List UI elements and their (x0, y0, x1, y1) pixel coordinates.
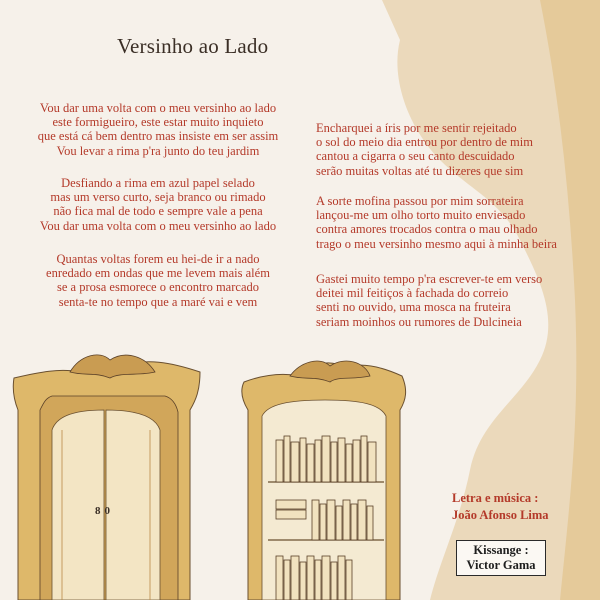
bookcase-illustration (242, 361, 406, 600)
stanza-right-2 (316, 194, 557, 251)
stanza-left-1 (16, 101, 300, 158)
verse-line: A sorte mofina passou por mim sorrateira (316, 194, 524, 208)
verse-line: deitei mil feitiços à fachada do correio (316, 286, 509, 301)
stanza-right-3 (316, 272, 542, 329)
verse-line: seriam moinhos ou rumores de Dulcineia (316, 314, 522, 329)
verse-line: este formigueiro, este estar muito inquieto (52, 115, 264, 130)
kissange-name: Victor Gama (466, 558, 536, 572)
verse-line: senti no ouvido, uma mosca na fruteira (316, 300, 511, 315)
stanza-left-3 (16, 252, 300, 309)
verse-line: se a prosa esmorece o encontro marcado (57, 280, 259, 295)
verse-line: trago o meu versinho mesmo aqui à minha beira (316, 236, 557, 251)
kissange-label: Kissange : (473, 543, 529, 557)
kissange-box (456, 540, 546, 576)
verse-line: Quantas voltas forem eu hei-de ir a nado (56, 252, 260, 266)
stanza-right-1 (316, 121, 533, 178)
verse-line: não fica mal de todo e sempre vale a pena (53, 204, 263, 219)
verse-line: Desfiando a rima em azul papel selado (61, 176, 255, 190)
verse-line: mas um verso curto, seja branco ou rimado (50, 190, 266, 205)
verse-line: serão muitas voltas até tu dizeres que sim (316, 163, 524, 178)
verse-line: contra amores trocados contra o mau olhado (316, 222, 538, 237)
verse-line: cantou a cigarra o seu canto descuidado (316, 149, 515, 164)
verse-line: que está cá bem dentro mas insiste em ser assim (37, 129, 279, 144)
verse-line: Vou levar a rima p'ra junto do teu jardim (56, 143, 260, 158)
door-number: 80 (95, 505, 114, 517)
stanza-left-2 (16, 176, 300, 233)
verse-line: Gastei muito tempo p'ra escrever-te em verso (316, 272, 543, 286)
verse-line: Vou dar uma volta com o meu versinho ao lado (39, 218, 277, 233)
verse-line: Encharquei a íris por me sentir rejeitado (316, 121, 517, 135)
credits-label: Letra e música : (452, 491, 539, 505)
verse-line: Vou dar uma volta com o meu versinho ao lado (39, 101, 277, 115)
page-title: Versinho ao Lado (117, 34, 269, 58)
credits (452, 490, 549, 524)
left-door-illustration (13, 355, 200, 600)
verse-line: senta-te no tempo que a maré vai e vem (58, 294, 258, 309)
verse-line: enredado em ondas que me levem mais além (46, 266, 270, 281)
verse-line: o sol do meio dia entrou por dentro de mim (316, 135, 533, 150)
verse-line: lançou-me um olho torto muito enviesado (316, 208, 526, 223)
credits-name: João Afonso Lima (452, 508, 549, 522)
